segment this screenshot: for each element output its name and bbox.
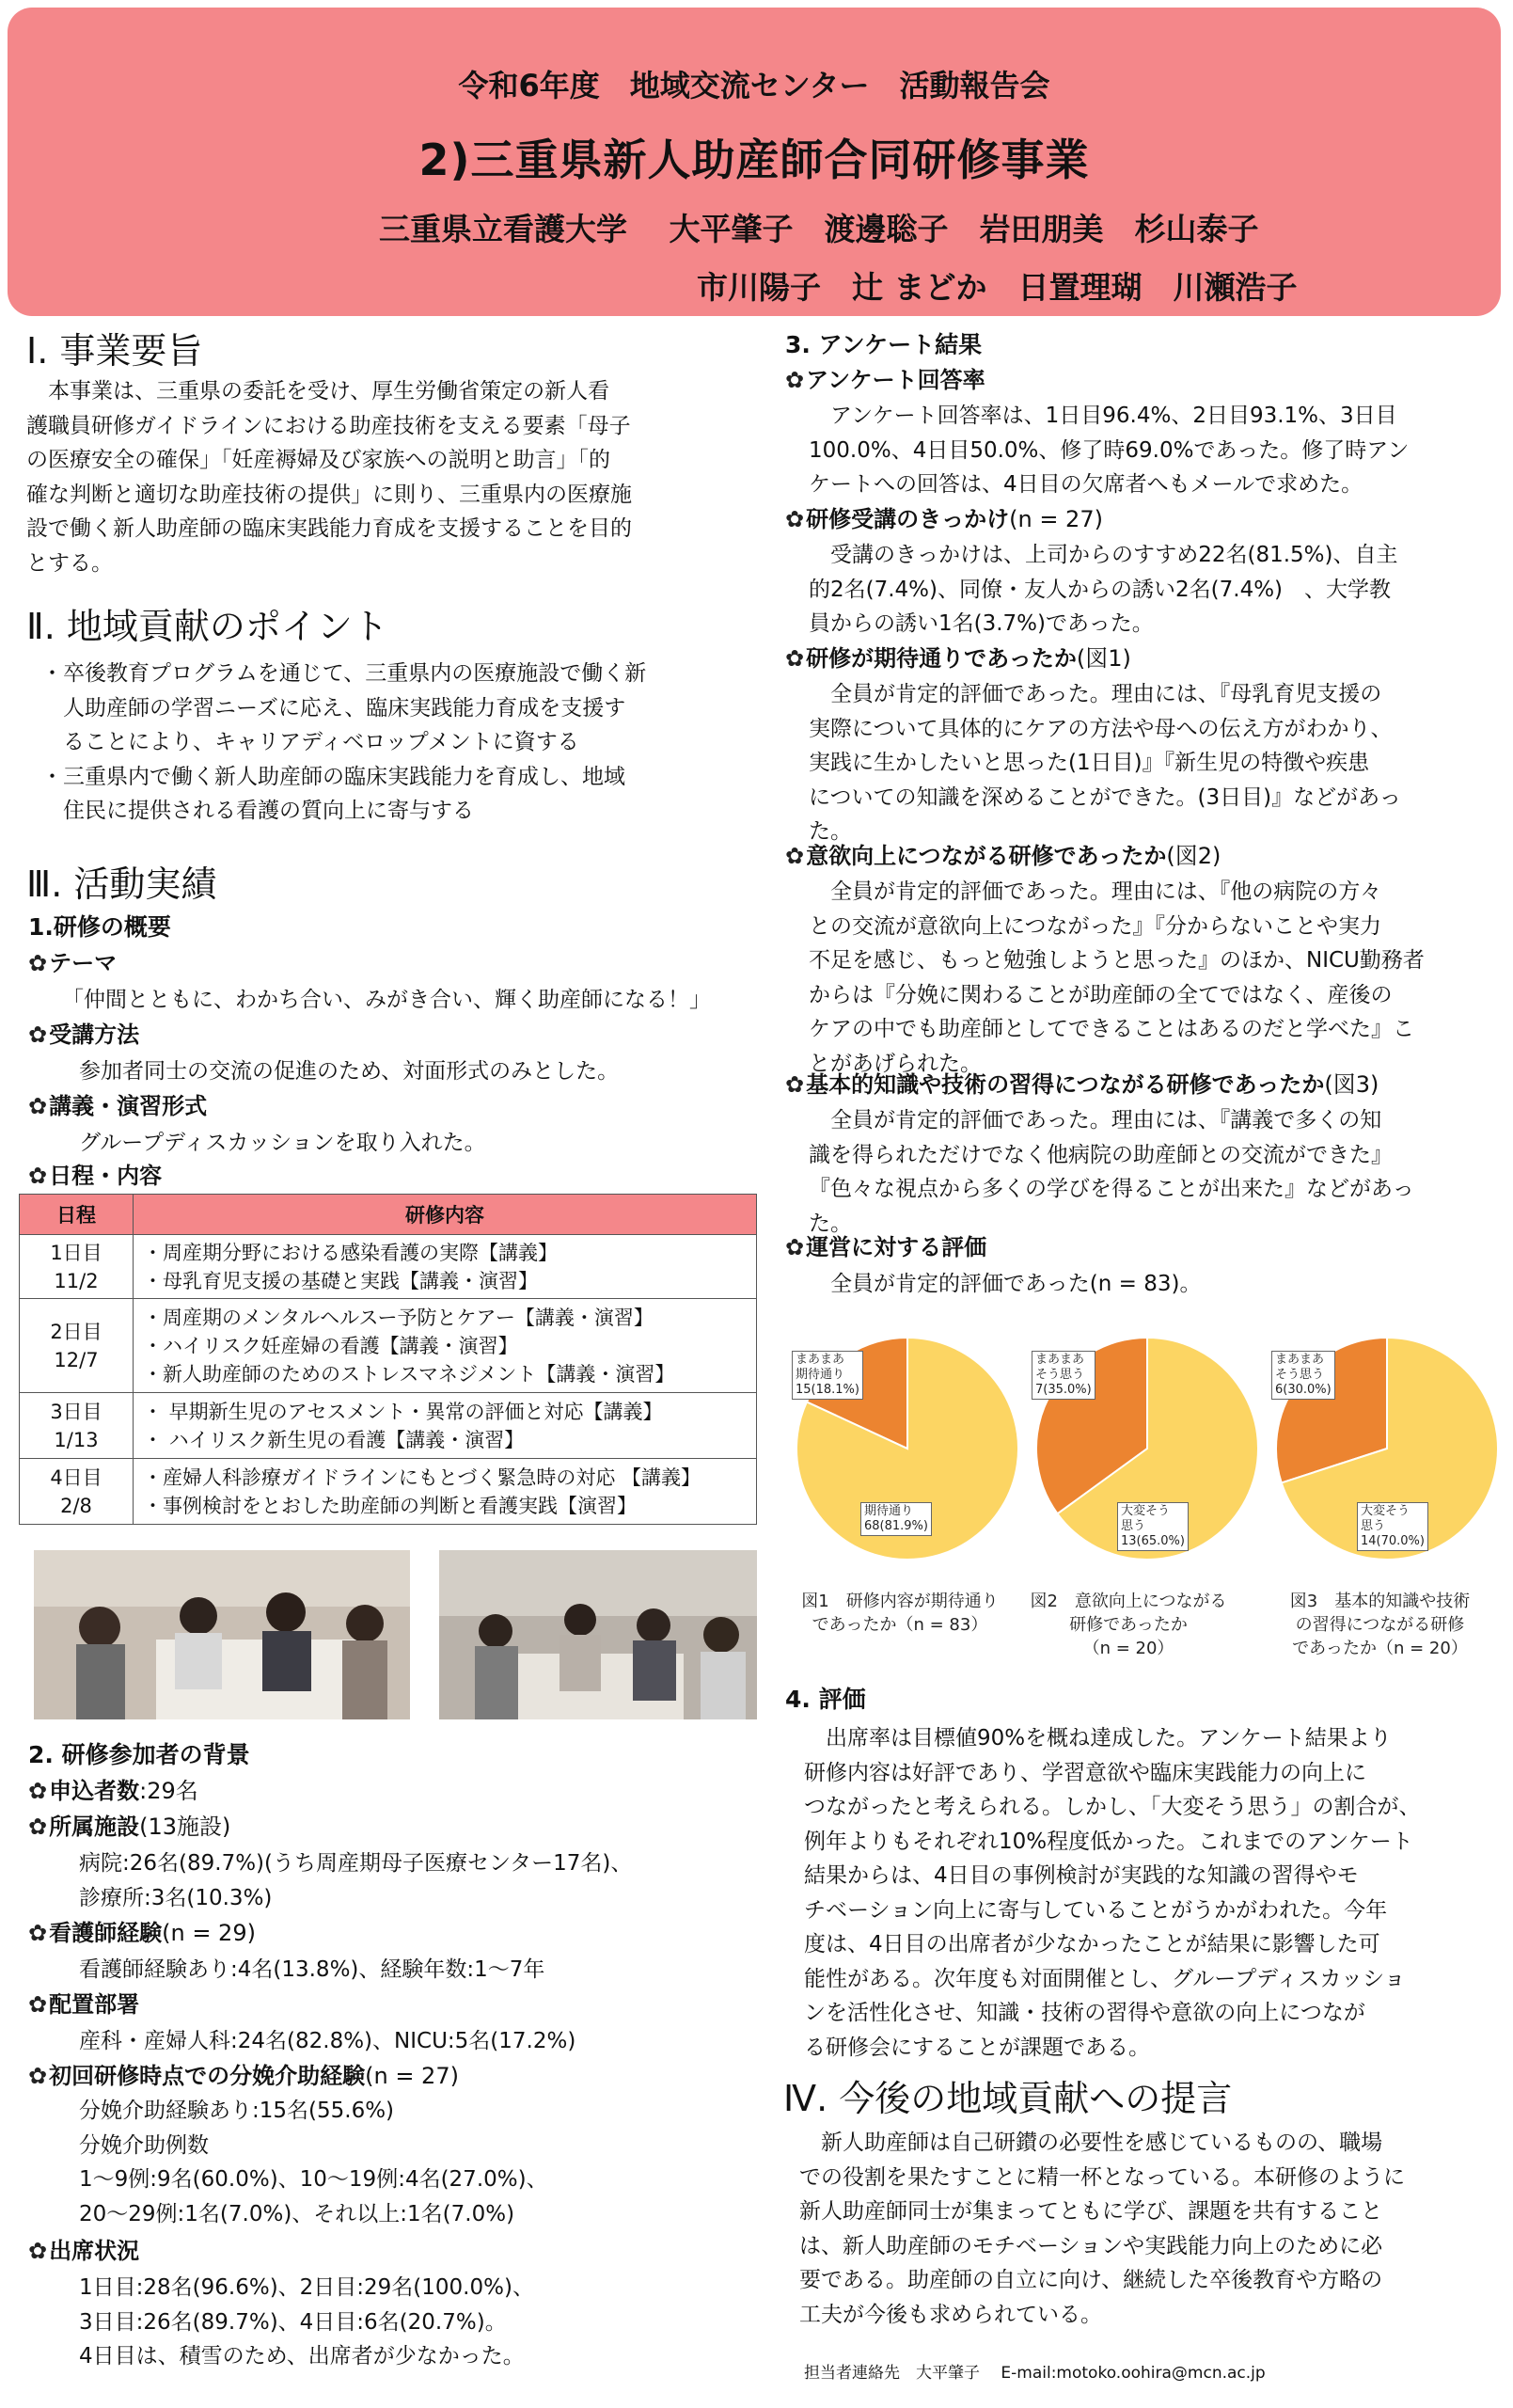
- table-row: [20, 1299, 757, 1393]
- method-heading: ✿受講方法: [28, 1022, 140, 1048]
- subsection-participants: 2. 研修参加者の背景: [28, 1741, 250, 1768]
- reason-body: 受講のきっかけは、上司からのすすめ22名(81.5%)、自主 的2名(7.4%)、同僚・友人からの誘い2名(7.4%) 、大学教 員からの誘い1名(3.7%)であった。: [809, 543, 1398, 636]
- dept-text: 産科・産婦人科:24名(82.8%)、NICU:5名(17.2%): [79, 2029, 576, 2053]
- flower-icon: ✿: [785, 506, 805, 532]
- applicants-heading: ✿申込者数:29名: [28, 1778, 198, 1804]
- photo-graphic: [34, 1550, 410, 1719]
- section-4-title: Ⅳ. 今後の地域貢献への提言: [783, 2078, 1233, 2119]
- authors-line-2: 市川陽子 辻 まどか 日置理瑚 川瀬浩子: [697, 269, 1298, 306]
- table-row: [20, 1235, 757, 1299]
- flower-icon: ✿: [785, 367, 805, 393]
- method-text: 参加者同士の交流の促進のため、対面形式のみとした。: [79, 1059, 620, 1084]
- flower-icon: ✿: [28, 1022, 48, 1048]
- table-header-date: 日程: [20, 1195, 134, 1235]
- evaluation-body: 出席率は目標値90%を概ね達成した。アンケート結果より 研修内容は好評であり、学習意欲や臨床実践能力の向上に つながったと考えられる。しかし、「大変そう思う」の割合が、 例年よりもそれぞれ10%程度低かった。これまでのアンケート 結果からは、4日目の事例検討が実践的な知識の習得やモ チベーション向上に寄与していることがうかがわれた。今年 度は、4日目の出席者が少なかったことが結果に影響した可 能性がある。次年度も対面開催とし、グループディスカッショ ンを活性化させ、知識・技術の習得や意欲の向上につなが る研修会にすることが課題である。: [804, 1726, 1421, 2060]
- table-cell-content: ・ 早期新生児のアセスメント・異常の評価と対応【講義】 ・ ハイリスク新生児の看護【講義・演習】: [134, 1393, 757, 1459]
- training-photo-2: [439, 1550, 757, 1719]
- pie-data-label: まあまあ そう思う 7(35.0%): [1032, 1351, 1095, 1400]
- skill-heading: ✿基本的知識や技術の習得につながる研修であったか(図3): [785, 1071, 1379, 1098]
- reason-heading: ✿研修受講のきっかけ(n = 27): [785, 506, 1103, 532]
- table-header-row: [20, 1195, 757, 1235]
- section-1-body: 本事業は、三重県の委託を受け、厚生労働省策定の新人看 護職員研修ガイドラインにおける助産技術を支える要素「母子 の医療安全の確保」「妊産褥婦及び家族への説明と助言」「的 確な判断と適切な助産技術の提供」に則り、三重県内の医療施 設で働く新人助産師の臨床実践能力育成を支援することを目的 とする。: [26, 379, 632, 576]
- table-cell-content: ・産婦人科診療ガイドラインにもとづく緊急時の対応 【講義】 ・事例検討をとおした助産師の判断と看護実践【演習】: [134, 1459, 757, 1525]
- attendance-heading: ✿出席状況: [28, 2238, 140, 2264]
- table-row: [20, 1393, 757, 1459]
- contact-footer: 担当者連絡先 大平肇子 E-mail:motoko.oohira@mcn.ac.jp: [804, 2364, 1266, 2383]
- admin-heading: ✿運営に対する評価: [785, 1234, 987, 1260]
- theme-text: 「仲間とともに、わかち合い、みがき合い、輝く助産師になる！」: [62, 988, 711, 1012]
- nurse-exp-text: 看護師経験あり:4名(13.8%)、経験年数:1～7年: [79, 1957, 545, 1982]
- table-cell-day: 3日目 1/13: [20, 1393, 134, 1459]
- response-rate-body: アンケート回答率は、1日目96.4%、2日目93.1%、3日目 100.0%、4日目50.0%、修了時69.0%であった。修了時アン ケートへの回答は、4日目の欠席者へもメールで求めた。: [809, 404, 1410, 497]
- motivation-body: 全員が肯定的評価であった。理由には、『他の病院の方々 との交流が意欲向上につながった』『分からないことや実力 不足を感じ、もっと勉強しようと思った』のほか、NICU勤務者 からは『分娩に関わることが助産師の全てではなく、産後の ケアの中でも助産師としてできることはあるのだと学べた』こ とがあげられた。: [809, 879, 1425, 1076]
- nurse-exp-heading: ✿看護師経験(n = 29): [28, 1920, 256, 1946]
- pie-data-label: 大変そう 思う 14(70.0%): [1357, 1502, 1428, 1551]
- delivery-body: 分娩介助経験あり:15名(55.6%) 分娩介助例数 1～9例:9名(60.0%)、10～19例:4名(27.0%)、 20～29例:1名(7.0%)、それ以上:1名(7.0%): [79, 2099, 548, 2226]
- facility-heading: ✿所属施設(13施設): [28, 1814, 231, 1840]
- section-1-title: Ⅰ. 事業要旨: [26, 330, 203, 372]
- section-3-title: Ⅲ. 活動実績: [26, 863, 217, 905]
- pie-data-label: まあまあ 期待通り 15(18.1%): [792, 1351, 863, 1400]
- flower-icon: ✿: [785, 843, 805, 869]
- flower-icon: ✿: [28, 1093, 48, 1119]
- format-text: グループディスカッションを取り入れた。: [79, 1131, 486, 1155]
- event-title: 令和6年度 地域交流センター 活動報告会: [458, 68, 1050, 103]
- skill-body: 全員が肯定的評価であった。理由には、『講義で多くの知 識を得られただけでなく他病院の助産師との交流ができた』 『色々な視点から多くの学びを得ることが出来た』などがあっ た。: [809, 1108, 1414, 1236]
- format-heading: ✿講義・演習形式: [28, 1093, 208, 1119]
- motivation-heading: ✿意欲向上につながる研修であったか(図2): [785, 843, 1221, 869]
- authors-line-1: 三重県立看護大学 大平肇子 渡邊聡子 岩田朋美 杉山泰子: [379, 211, 1259, 247]
- subsection-evaluation: 4. 評価: [785, 1686, 866, 1713]
- flower-icon: ✿: [28, 1163, 48, 1189]
- figure-3-caption: 図3 基本的知識や技術 の習得につながる研修 であったか（n = 20）: [1289, 1592, 1471, 1658]
- table-cell-content: ・周産期のメンタルヘルスー予防とケアー【講義・演習】 ・ハイリスク妊産婦の看護【講義・演習】 ・新人助産師のためのストレスマネジメント【講義・演習】: [134, 1299, 757, 1393]
- flower-icon: ✿: [28, 1920, 48, 1946]
- delivery-heading: ✿初回研修時点での分娩介助経験(n = 27): [28, 2063, 459, 2089]
- survey-pie-charts: [776, 1317, 1509, 1627]
- schedule-table: [19, 1194, 757, 1525]
- table-cell-day: 4日目 2/8: [20, 1459, 134, 1525]
- flower-icon: ✿: [785, 1071, 805, 1098]
- flower-icon: ✿: [28, 1814, 48, 1840]
- page-title: 2)三重県新人助産師合同研修事業: [418, 135, 1090, 185]
- header-banner: [8, 8, 1501, 316]
- flower-icon: ✿: [28, 2063, 48, 2089]
- facility-line-2: 診療所:3名(10.3%): [79, 1886, 273, 1910]
- table-cell-day: 2日目 12/7: [20, 1299, 134, 1393]
- facility-line-1: 病院:26名(89.7%)(うち周産期母子医療センター17名)、: [79, 1851, 633, 1876]
- expectation-body: 全員が肯定的評価であった。理由には、『母乳育児支援の 実際について具体的にケアの方法や母への伝え方がわかり、 実践に生かしたいと思った(1日目)』『新生児の特徴や疾患 についての知識を深めることができた。(3日目)』などがあっ た。: [809, 682, 1401, 844]
- schedule-heading: ✿日程・内容: [28, 1163, 163, 1189]
- section-2-title: Ⅱ. 地域貢献のポイント: [26, 606, 388, 647]
- figure-1-caption: 図1 研修内容が期待通り であったか（n = 83）: [801, 1592, 999, 1635]
- theme-heading: ✿テーマ: [28, 950, 118, 976]
- flower-icon: ✿: [785, 645, 805, 672]
- pie-data-label: まあまあ そう思う 6(30.0%): [1271, 1351, 1335, 1400]
- pie-data-label: 大変そう 思う 13(65.0%): [1117, 1502, 1189, 1551]
- flower-icon: ✿: [28, 950, 48, 976]
- flower-icon: ✿: [28, 2238, 48, 2264]
- response-rate-heading: ✿アンケート回答率: [785, 367, 985, 393]
- training-photo-1: [34, 1550, 410, 1719]
- pie-data-label: 期待通り 68(81.9%): [860, 1502, 932, 1536]
- figure-2-caption: 図2 意欲向上につながる 研修であったか （n = 20）: [1030, 1592, 1227, 1658]
- admin-text: 全員が肯定的評価であった(n = 83)。: [809, 1272, 1202, 1296]
- section-2-body: ・卒後教育プログラムを通じて、三重県内の医療施設で働く新 人助産師の学習ニーズに応え、臨床実践能力育成を支援す ることにより、キャリアディベロップメントに資する ・三重県内で働く新人助産師の臨床実践能力を育成し、地域 住民に提供される看護の質向上に寄与する: [41, 661, 647, 823]
- table-cell-content: ・周産期分野における感染看護の実際【講義】 ・母乳育児支援の基礎と実践【講義・演習】: [134, 1235, 757, 1299]
- table-cell-day: 1日目 11/2: [20, 1235, 134, 1299]
- dept-heading: ✿配置部署: [28, 1991, 140, 2018]
- photo-graphic: [439, 1550, 757, 1719]
- subsection-survey: 3. アンケート結果: [785, 331, 983, 358]
- table-header-content: 研修内容: [134, 1195, 757, 1235]
- subsection-overview: 1.研修の概要: [28, 913, 171, 941]
- flower-icon: ✿: [785, 1234, 805, 1260]
- flower-icon: ✿: [28, 1991, 48, 2018]
- section-4-body: 新人助産師は自己研鑚の必要性を感じているものの、職場 での役割を果たすことに精一杯となっている。本研修のように 新人助産師同士が集まってともに学び、課題を共有すること は、新人助産師のモチベーションや実践能力向上のために必 要である。助産師の自立に向け、継続した卒後教育や方略の 工夫が今後も求められている。: [799, 2131, 1405, 2327]
- table-row: [20, 1459, 757, 1525]
- attendance-body: 1日目:28名(96.6%)、2日目:29名(100.0%)、 3日目:26名(89.7%)、4日目:6名(20.7%)。 4日目は、積雪のため、出席者が少なかった。: [79, 2275, 534, 2368]
- expectation-heading: ✿研修が期待通りであったか(図1): [785, 645, 1131, 672]
- flower-icon: ✿: [28, 1778, 48, 1804]
